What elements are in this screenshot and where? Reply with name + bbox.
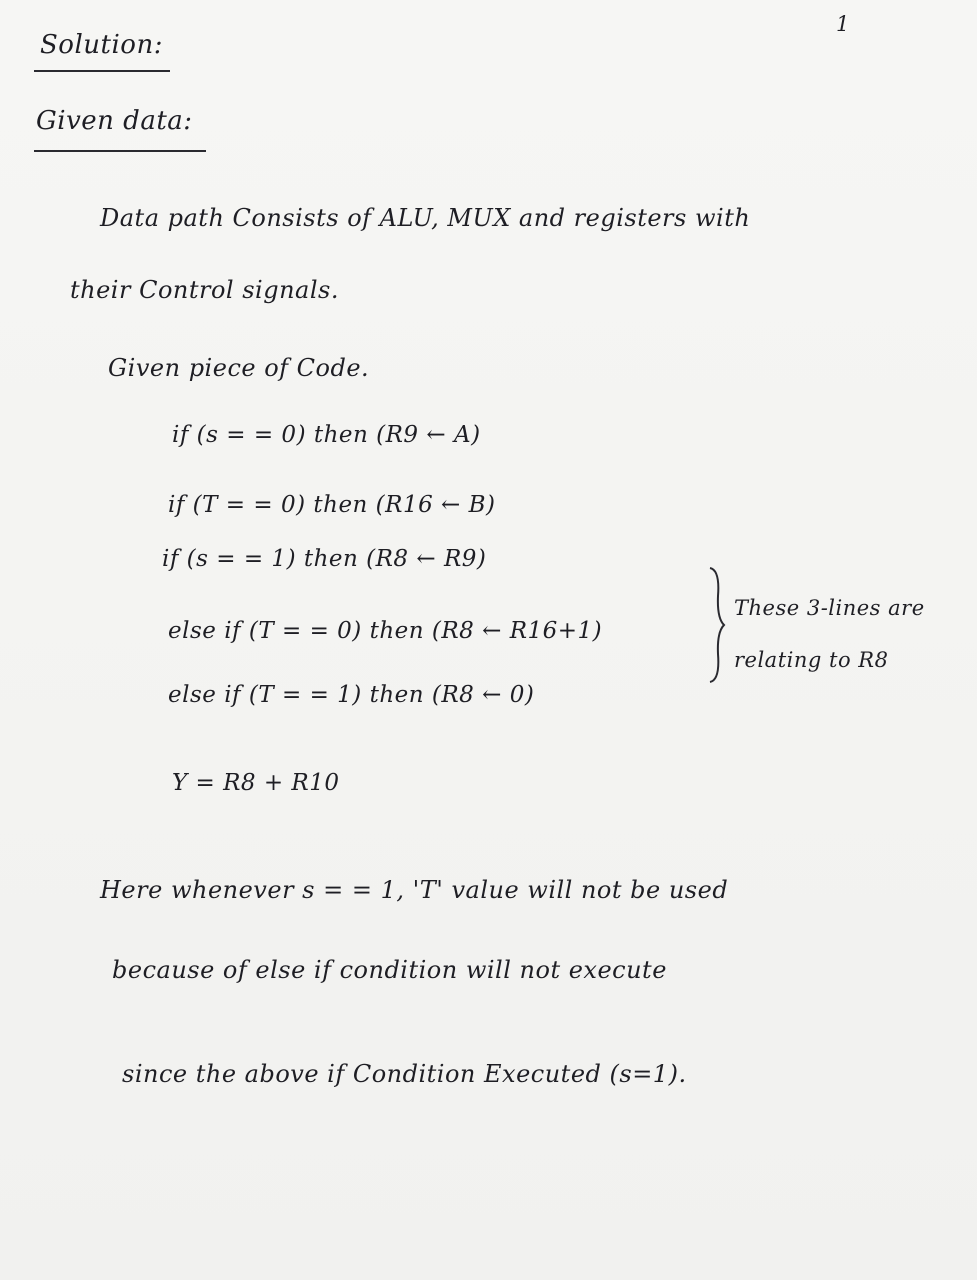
- heading-underline: [34, 70, 170, 72]
- given-data-label: Given data:: [36, 106, 193, 136]
- explanation-line-1: Here whenever s = = 1, 'T' value will not be used: [100, 876, 729, 904]
- code-line-2: if (T = = 0) then (R16 ← B): [168, 492, 496, 518]
- code-line-5: else if (T = = 1) then (R8 ← 0): [168, 682, 535, 708]
- explanation-line-3: since the above if Condition Executed (s=1).: [122, 1060, 687, 1088]
- intro-line-2: their Control signals.: [70, 276, 339, 304]
- brace-note-line-2: relating to R8: [734, 648, 889, 672]
- code-line-3: if (s = = 1) then (R8 ← R9): [162, 546, 487, 572]
- curly-brace-icon: [708, 566, 726, 684]
- solution-heading: Solution:: [40, 30, 163, 60]
- explanation-line-2: because of else if condition will not execute: [112, 956, 667, 984]
- output-equation: Y = R8 + R10: [172, 770, 340, 796]
- given-data-underline: [34, 150, 206, 152]
- brace-note-line-1: These 3-lines are: [734, 596, 925, 620]
- code-label: Given piece of Code.: [108, 354, 370, 382]
- code-line-1: if (s = = 0) then (R9 ← A): [172, 422, 481, 448]
- page-number: 1: [836, 12, 850, 36]
- code-line-4: else if (T = = 0) then (R8 ← R16+1): [168, 618, 603, 644]
- intro-line-1: Data path Consists of ALU, MUX and registers with: [100, 204, 751, 232]
